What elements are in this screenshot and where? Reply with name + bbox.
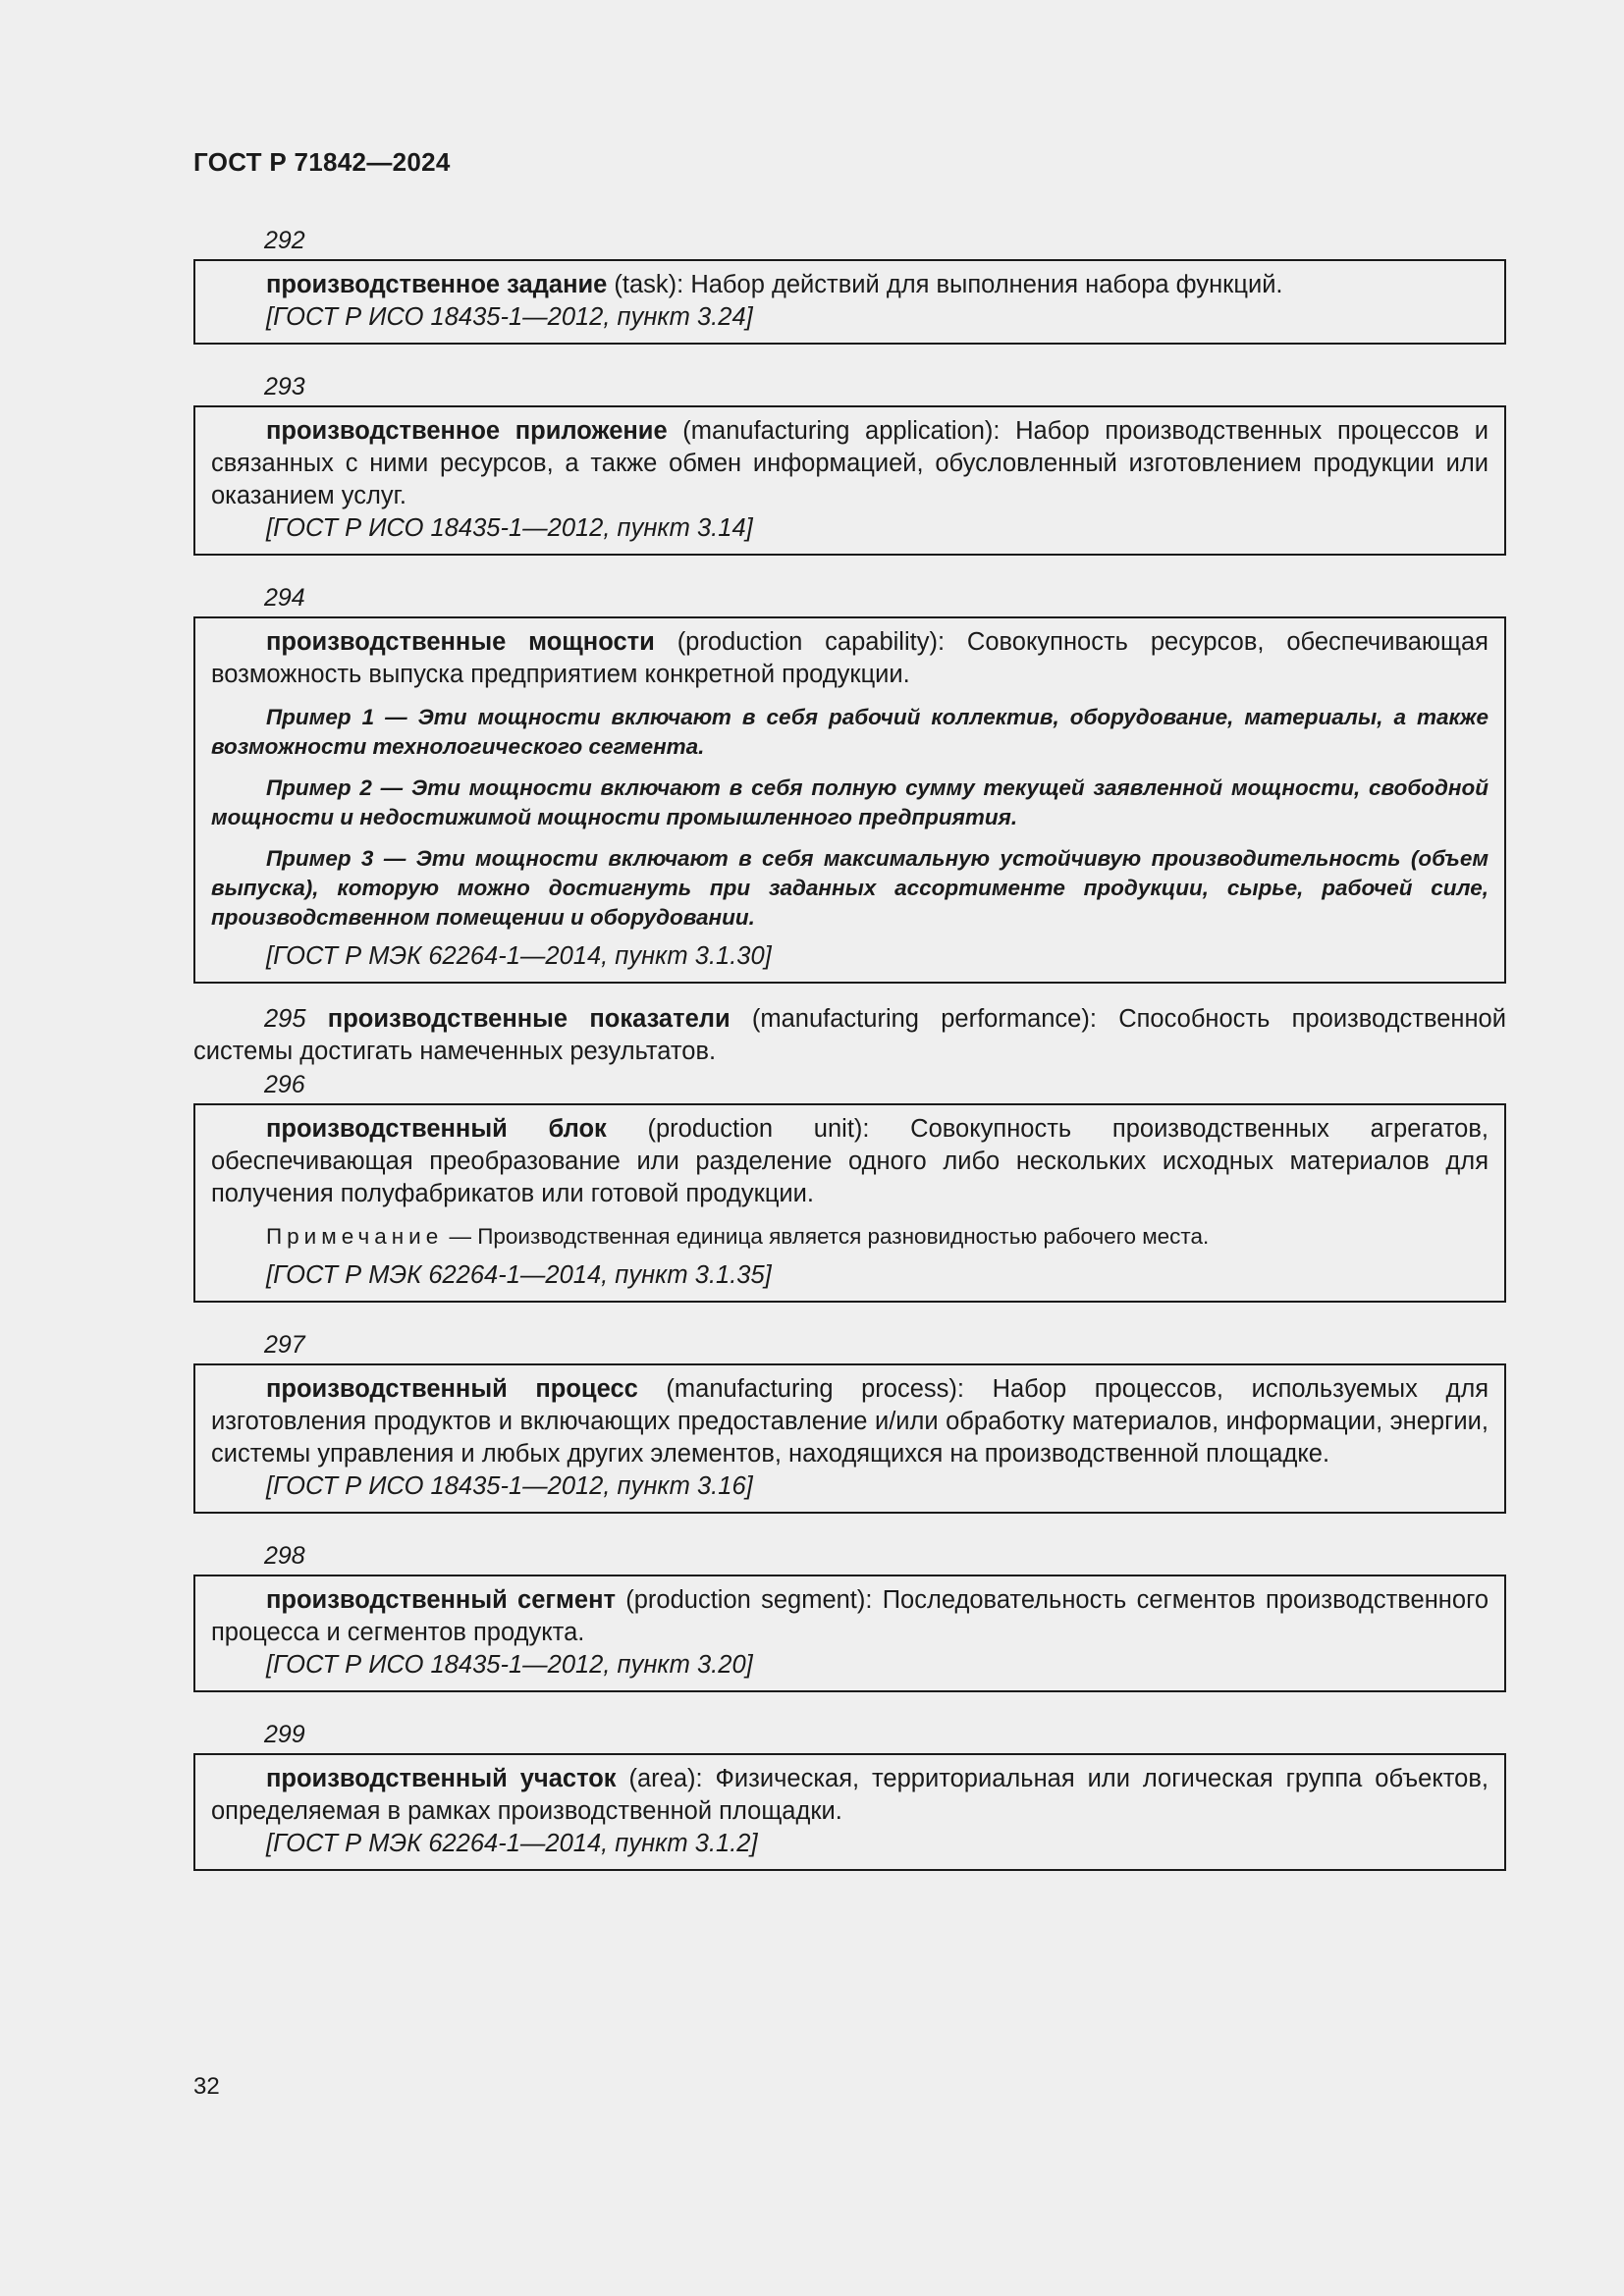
entry-number: 295	[264, 1005, 306, 1033]
definition-text: (area): Физическая, территориальная или логическая группа объектов, определяемая в рамках производственной площадки.	[211, 1765, 1489, 1825]
definition	[211, 1113, 1489, 1210]
source-reference: [ГОСТ Р МЭК 62264-1—2014, пункт 3.1.35]	[266, 1261, 772, 1289]
term: производственное задание	[266, 271, 608, 298]
definition	[211, 1584, 1489, 1649]
entry-number: 297	[264, 1331, 305, 1359]
note	[211, 1222, 1489, 1252]
term: производственные показатели	[327, 1005, 731, 1033]
entry-number: 298	[264, 1542, 305, 1570]
term-entry-box	[193, 405, 1506, 556]
term-entry-box	[193, 1363, 1506, 1514]
term: производственный участок	[266, 1765, 617, 1792]
definition-text: (production unit): Совокупность производственных агрегатов, обеспечивающая преобразование или разделение одного либо нескольких исходных материалов для получения полуфабрикатов или готовой продукции.	[211, 1115, 1489, 1207]
entry-number: 296	[264, 1071, 305, 1098]
entry-number: 292	[264, 227, 305, 254]
source-reference: [ГОСТ Р ИСО 18435-1—2012, пункт 3.16]	[266, 1472, 753, 1500]
definition-text: (manufacturing performance): Способность производственной системы достигать намеченных результатов.	[193, 1005, 1506, 1065]
definition	[211, 626, 1489, 691]
term: производственный блок	[266, 1115, 607, 1143]
note-label: Примечание	[266, 1224, 444, 1249]
source-reference: [ГОСТ Р ИСО 18435-1—2012, пункт 3.24]	[266, 303, 753, 331]
definition	[211, 415, 1489, 512]
example-1: Пример 1 — Эти мощности включают в себя рабочий коллектив, оборудование, материалы, а также возможности технологического сегмента.	[211, 705, 1489, 759]
source-reference: [ГОСТ Р МЭК 62264-1—2014, пункт 3.1.30]	[266, 942, 772, 970]
term-entry-box	[193, 259, 1506, 345]
entry-number: 293	[264, 373, 305, 400]
definition	[211, 1373, 1489, 1470]
entry-number: 294	[264, 584, 305, 612]
term: производственное приложение	[266, 417, 668, 445]
source-reference: [ГОСТ Р МЭК 62264-1—2014, пункт 3.1.2]	[266, 1830, 758, 1857]
page-number: 32	[193, 2073, 220, 2100]
definition	[211, 1763, 1489, 1828]
definition-text: (manufacturing process): Набор процессов, используемых для изготовления продуктов и включающих предоставление и/или обработку материалов, информации, энергии, системы управления и любых других элементов, находящихся на производственной площадке.	[211, 1375, 1489, 1468]
term-entry-box	[193, 1753, 1506, 1871]
document-header: ГОСТ Р 71842—2024	[193, 147, 451, 177]
definition	[211, 269, 1489, 301]
term-entry-box	[193, 616, 1506, 984]
term: производственный сегмент	[266, 1586, 616, 1614]
source-reference: [ГОСТ Р ИСО 18435-1—2012, пункт 3.20]	[266, 1651, 753, 1679]
definition-text: (production segment): Последовательность сегментов производственного процесса и сегментов продукта.	[211, 1586, 1489, 1646]
note-text: — Производственная единица является разновидностью рабочего места.	[443, 1224, 1210, 1249]
term: производственные мощности	[266, 628, 655, 656]
definition-text: (production capability): Совокупность ресурсов, обеспечивающая возможность выпуска предприятием конкретной продукции.	[211, 628, 1489, 688]
source-reference: [ГОСТ Р ИСО 18435-1—2012, пункт 3.14]	[266, 514, 753, 542]
entry-number: 299	[264, 1721, 305, 1748]
example-2: Пример 2 — Эти мощности включают в себя полную сумму текущей заявленной мощности, свободной мощности и недостижимой мощности промышленного предприятия.	[211, 775, 1489, 829]
term-entry-plain	[193, 1003, 1506, 1068]
term: производственный процесс	[266, 1375, 638, 1403]
term-entry-box	[193, 1575, 1506, 1692]
definition-text: (manufacturing application): Набор производственных процессов и связанных с ними ресурсов, а также обмен информацией, обусловленный изготовлением продукции или оказанием услуг.	[211, 417, 1489, 509]
definition-text: (task): Набор действий для выполнения набора функций.	[607, 271, 1283, 298]
example-3: Пример 3 — Эти мощности включают в себя максимальную устойчивую производительность (объем выпуска), которую можно достигнуть при заданных ассортименте продукции, сырье, рабочей силе, производственном помещении и оборудовании.	[211, 846, 1489, 930]
terms-list	[193, 224, 1506, 1871]
term-entry-box	[193, 1103, 1506, 1303]
